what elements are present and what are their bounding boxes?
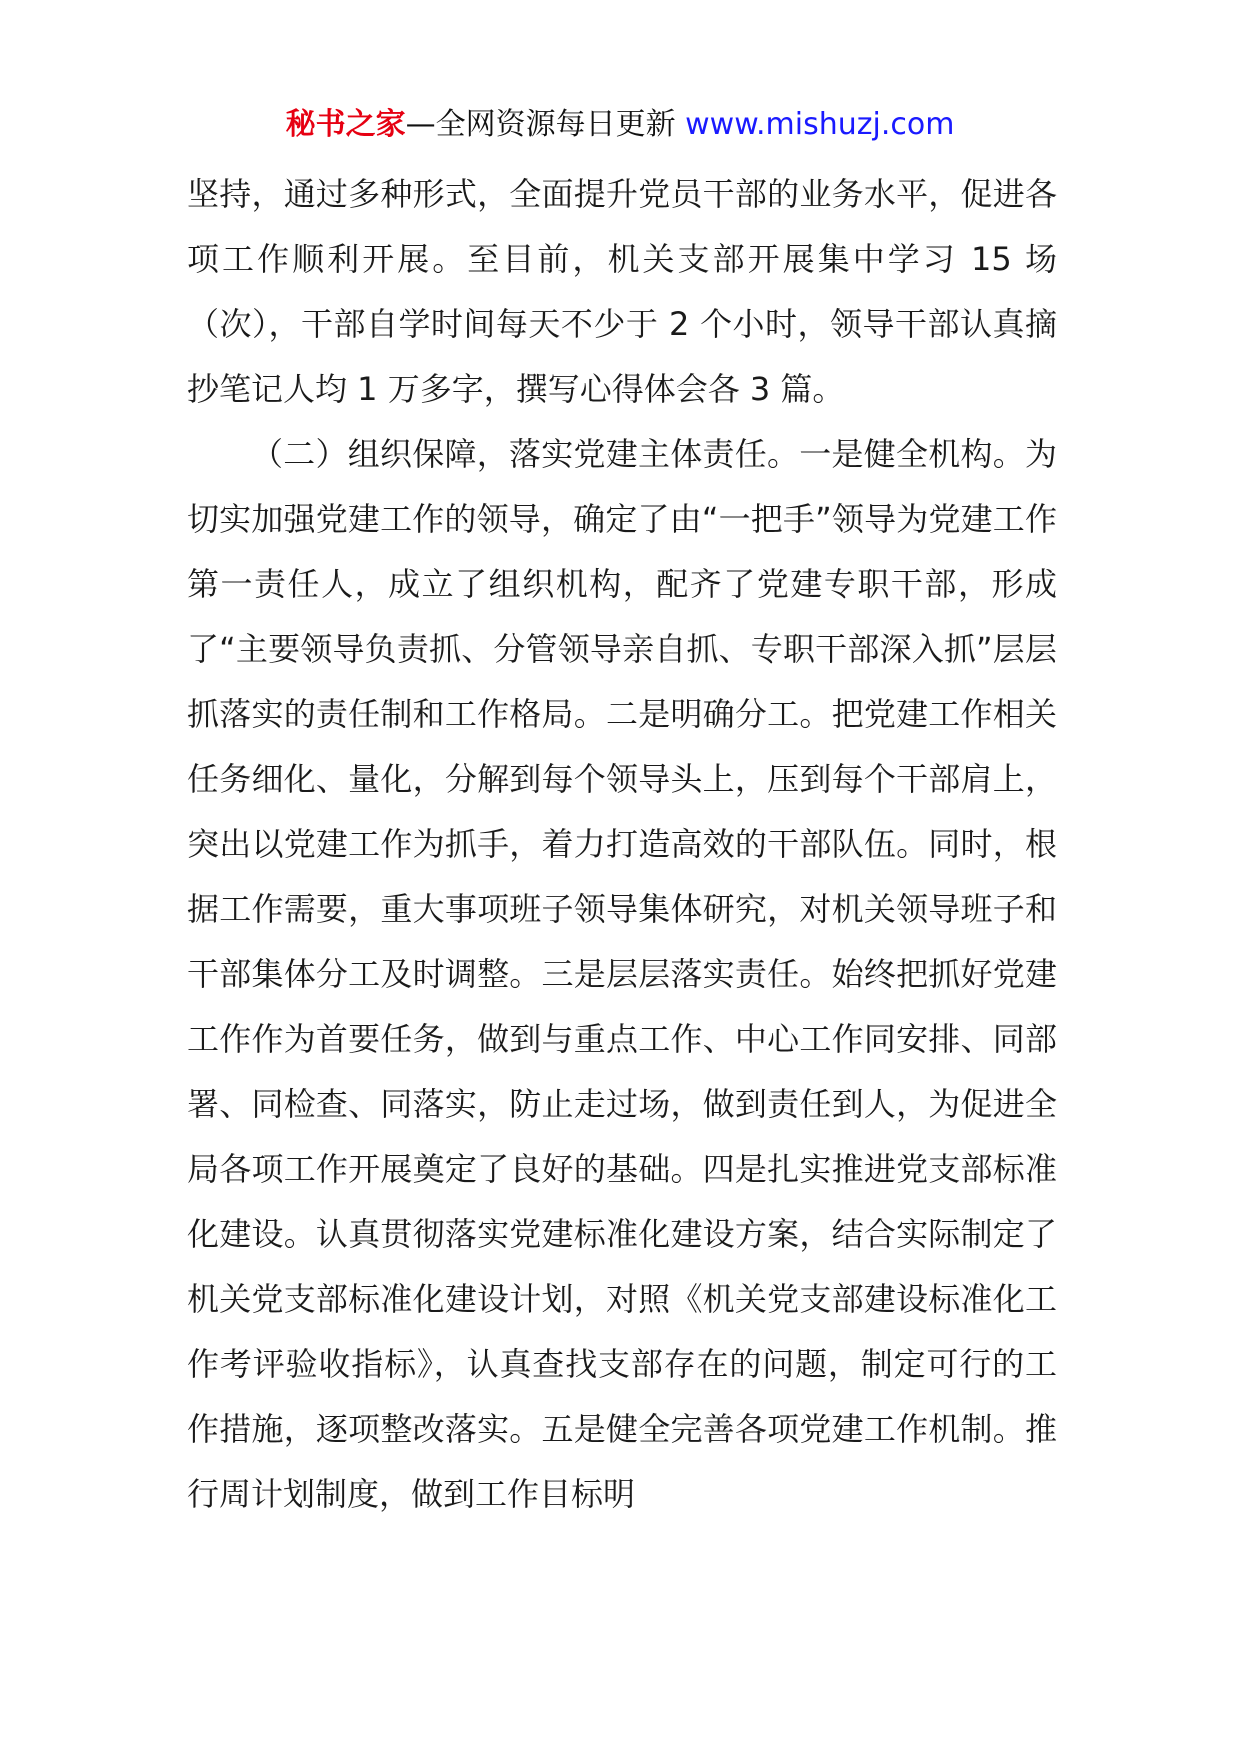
site-url-link[interactable]: www.mishuzj.com <box>685 107 955 142</box>
paragraph-continuation: 坚持，通过多种形式，全面提升党员干部的业务水平，促进各项工作顺利开展。至目前，机关支部开展集中学习 15 场（次），干部自学时间每天不少于 2 个小时，领导干部认真摘抄笔记人均 1 万多字，撰写心得体会各 3 篇。 <box>187 175 1057 408</box>
header-slogan: —全网资源每日更新 <box>405 107 676 142</box>
brand-name: 秘书之家 <box>285 107 406 142</box>
site-header <box>0 98 1240 152</box>
paragraph-organization-guarantee: （二）组织保障，落实党建主体责任。一是健全机构。为切实加强党建工作的领导，确定了由“一把手”领导为党建工作第一责任人，成立了组织机构，配齐了党建专职干部，形成了“主要领导负责抓、分管领导亲自抓、专职干部深入抓”层层抓落实的责任制和工作格局。二是明确分工。把党建工作相关任务细化、量化，分解到每个领导头上，压到每个干部肩上，突出以党建工作为抓手，着力打造高效的干部队伍。同时，根据工作需要，重大事项班子领导集体研究，对机关领导班子和干部集体分工及时调整。三是层层落实责任。始终把抓好党建工作作为首要任务，做到与重点工作、中心工作同安排、同部署、同检查、同落实，防止走过场，做到责任到人，为促进全局各项工作开展奠定了良好的基础。四是扎实推进党支部标准化建设。认真贯彻落实党建标准化建设方案，结合实际制定了机关党支部标准化建设计划，对照《机关党支部建设标准化工作考评验收指标》，认真查找支部存在的问题，制定可行的工作措施，逐项整改落实。五是健全完善各项党建工作机制。推行周计划制度，做到工作目标明 <box>187 435 1057 1513</box>
document-body <box>187 162 1057 1527</box>
